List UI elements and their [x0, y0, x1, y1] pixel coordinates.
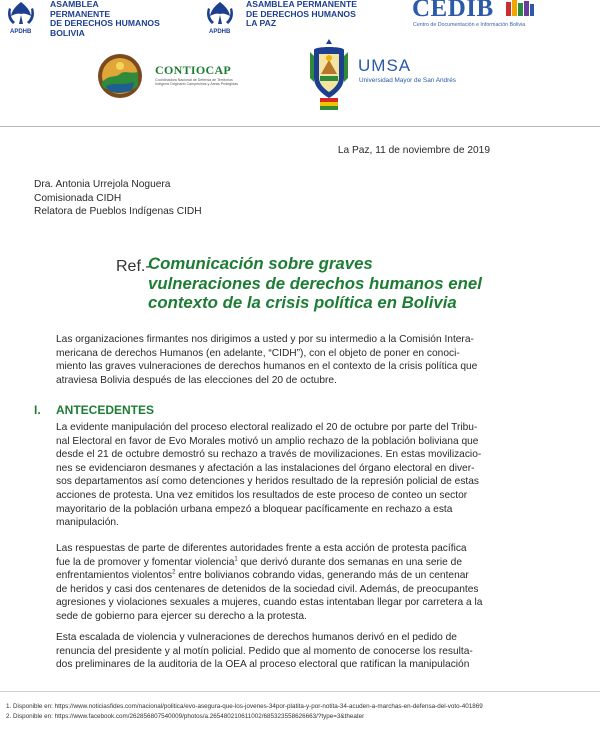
contiocap-logo — [96, 52, 256, 102]
dove-hands-icon — [203, 0, 237, 28]
section-title: ANTECEDENTES — [56, 403, 155, 417]
apdhlp-name: ASAMBLEA PERMANENTE DE DERECHOS HUMANOS LA PAZ — [246, 0, 357, 29]
umsa-logo — [308, 38, 478, 110]
apdhlp-logo — [200, 0, 370, 42]
paragraph-2: Las respuestas de parte de diferentes autoridades frente a esta acción de protesta pacífica fue la de promover y fomentar violencia$^1$ que derivó durante dos semanas en una serie de enfrentamientos violentos$^2$ entre bolivianos cobrando vidas, generando más de un centenar de heridos y casi dos centenares de detenidos de la sociedad civil. Además, de preocupantes agresiones y violaciones sexuales a mujeres, cuando estas intentaban llegar por carretera a la sede de gobierno para ejercer su derecho a la protesta. — [56, 543, 483, 622]
cedib-logo — [410, 0, 590, 36]
footnote-divider — [0, 691, 600, 692]
contiocap-emblem-icon — [96, 52, 144, 100]
ref-label: Ref.- — [116, 258, 151, 275]
footnote-ref-1[interactable]: 1 — [234, 556, 238, 563]
footnote-2[interactable]: 2. Disponible en: https://www.facebook.com/262856807540009/photos/a.265480210611002/685323558626663/?type=3&theater — [6, 713, 365, 720]
contiocap-name: CONTIOCAP — [155, 63, 232, 77]
ref-title: Comunicación sobre graves vulneraciones de derechos humanos enel contexto de la crisis política en Bolivia — [148, 254, 482, 312]
cedib-wordmark: CEDIB — [412, 0, 494, 22]
contiocap-subtitle: Coordinadora Nacional de Defensa de Territorios Indígena Originario Campesinos y Áreas Protegidas — [155, 78, 238, 87]
paragraph-1: La evidente manipulación del proceso electoral realizado el 20 de octubre por parte del Tribu- nal Electoral en favor de Evo Morales motivó un amplio rechazo de la población boliviana que desde el 21 de octubre demostró su rechazo a través de movilizaciones. En estas movilizacio- nes se evidenciaron desmanes y afectación a las instalaciones del órgano electoral en diver- sos departamentos así como detenciones y heridos resultado de la represión policial de estas acciones de protesta. Una vez emitidos los resultados de este proceso de conteo un sector mayoritario de la población urbana empezó a bloquear pacíficamente en rechazo a esta manipulación. — [56, 422, 482, 529]
recipient-name: Dra. Antonia Urrejola Noguera — [34, 179, 171, 190]
bolivia-coat-of-arms-icon — [308, 38, 350, 110]
recipient-role: Relatora de Pueblos Indígenas CIDH — [34, 206, 202, 218]
cedib-books-icon — [506, 0, 534, 16]
cedib-subtitle: Centro de Documentación e Información Bolivia — [413, 22, 526, 28]
recipient-role: Comisionada CIDH — [34, 192, 122, 204]
apdhlp-abbr: APDHB — [209, 29, 231, 35]
header-divider — [0, 126, 600, 127]
footnotes — [6, 702, 483, 722]
apdhb-name: ASAMBLEA PERMANENTE DE DERECHOS HUMANOS BOLIVIA — [50, 0, 160, 38]
umsa-name: UMSA — [358, 56, 412, 75]
apdhb-abbr: APDHB — [10, 29, 32, 35]
dove-hands-icon — [4, 0, 38, 28]
recipient-block — [34, 178, 202, 219]
umsa-subtitle: Universidad Mayor de San Andrés — [359, 77, 456, 84]
footnote-ref-2[interactable]: 2 — [172, 569, 176, 576]
letter-date: La Paz, 11 de noviembre de 2019 — [337, 145, 490, 156]
paragraph-3: Esta escalada de violencia y vulneraciones de derechos humanos derivó en el pedido de renuncia del presidente y al motín policial. Pedido que al momento de conocerse los resulta- dos preliminares de la auditoria de la OEA al proceso electoral que ratifican la manipulación — [56, 632, 473, 671]
section-number: I. — [34, 403, 41, 417]
footnote-1[interactable]: 1. Disponible en: https://www.noticiasfides.com/nacional/politica/evo-asegura-que-los-jovenes-34por-platita-y-por-notita-34-acuden-a-marchas-en-defensa-del-voto-401869 — [6, 703, 483, 710]
apdhb-logo — [0, 0, 160, 42]
intro-paragraph: Las organizaciones firmantes nos dirigimos a usted y por su intermedio a la Comisión Intera- mericana de derechos Humanos (en adelante, “CIDH”), con el objeto de poner en conoci- miento las graves vulneraciones de derechos humanos en el contexto de la crisis política que atraviesa Bolivia después de las elecciones del 20 de octubre. — [56, 334, 478, 386]
